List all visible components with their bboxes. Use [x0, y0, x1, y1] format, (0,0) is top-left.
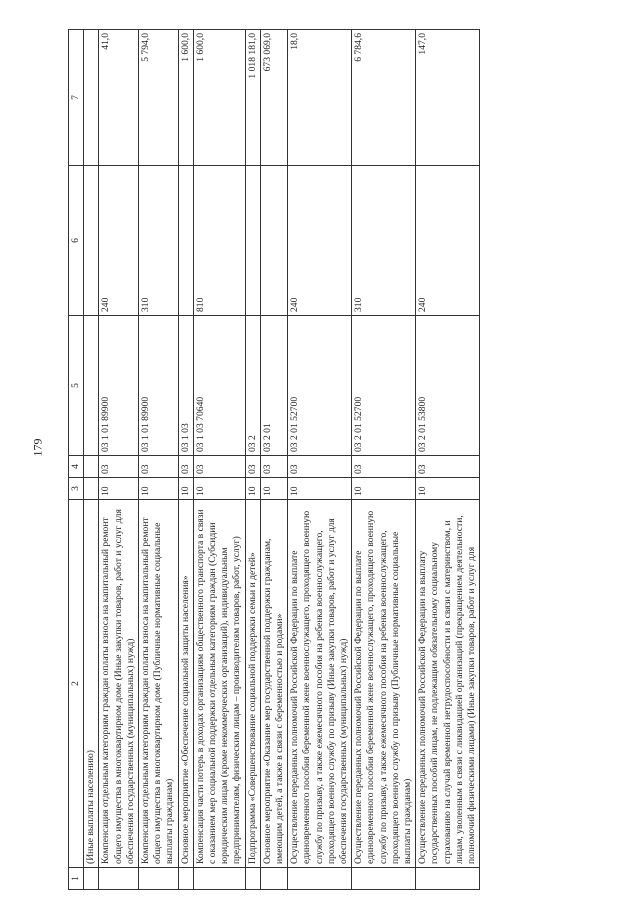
row-expense-type: 310 [352, 166, 416, 316]
row-section: 10 [193, 478, 245, 500]
row-section: 10 [416, 478, 480, 500]
row-amount: 41,0 [99, 30, 139, 166]
table-row [99, 30, 139, 890]
row-target-code: 03 2 01 53800 [416, 316, 480, 456]
table-row [139, 30, 179, 890]
table-row [84, 30, 99, 890]
header-row [69, 30, 84, 890]
row-description: Компенсация отдельным категориям граждан оплаты взноса на капитальный ремонт общего имущества в многоквартирном доме (Иные закупки товаров, работ и услуг для обеспечения государственных (муниципальных) нужд) [99, 500, 139, 868]
row-subsection: 03 [193, 456, 245, 478]
row-section: 10 [178, 478, 193, 500]
header-col-6: 6 [69, 166, 84, 316]
row-description: Компенсация отдельным категориям граждан оплаты взноса на капитальный ремонт общего имущества в многоквартирном доме (Публичные нормативные социальные выплаты гражданам) [139, 500, 179, 868]
table-row [352, 30, 416, 890]
row-section [84, 478, 99, 500]
row-amount: 6 784,6 [352, 30, 416, 166]
header-col-3: 3 [69, 478, 84, 500]
header-col-2: 2 [69, 500, 84, 868]
row-description: Основное мероприятие «Оказание мер государственной поддержки гражданам, имеющим детей, а также в связи с беременностью и родами» [260, 500, 287, 868]
row-description: Осуществление переданных полномочий Российской Федерации на выплату государственных пособий лицам, не подлежащим обязательному социальному страхованию на случай временной нетрудоспособности и в связи с материнством, и лицам, уволенным в связи с ликвидацией организаций (прекращением деятельности, полномочий физическими лицами) (Иные закупки товаров, работ и услуг для [416, 500, 480, 868]
row-amount: 1 600,0 [193, 30, 245, 166]
row-target-code: 03 2 01 52700 [288, 316, 352, 456]
budget-table-rotated [68, 30, 638, 890]
row-expense-type [178, 166, 193, 316]
row-target-code: 03 1 01 89900 [139, 316, 179, 456]
table-row [245, 30, 260, 890]
row-description: Основное мероприятие «Обеспечение социальной защиты населения» [178, 500, 193, 868]
row-amount: 1 600,0 [178, 30, 193, 166]
table-row [193, 30, 245, 890]
header-col-1: 1 [69, 868, 84, 890]
row-subsection: 03 [352, 456, 416, 478]
row-expense-type: 240 [99, 166, 139, 316]
row-subsection: 03 [245, 456, 260, 478]
row-expense-type [245, 166, 260, 316]
row-section: 10 [99, 478, 139, 500]
row-subsection: 03 [178, 456, 193, 478]
row-section: 10 [139, 478, 179, 500]
table-row [416, 30, 480, 890]
row-target-code: 03 2 01 52700 [352, 316, 416, 456]
row-subsection [84, 456, 99, 478]
table-row [178, 30, 193, 890]
row-target-code: 03 1 01 89900 [99, 316, 139, 456]
row-target-code: 03 1 03 70640 [193, 316, 245, 456]
row-target-code: 03 2 01 [260, 316, 287, 456]
row-section: 10 [352, 478, 416, 500]
row-expense-type: 240 [288, 166, 352, 316]
row-expense-type [84, 166, 99, 316]
header-col-5: 5 [69, 316, 84, 456]
row-section: 10 [260, 478, 287, 500]
header-col-4: 4 [69, 456, 84, 478]
budget-table [68, 29, 480, 890]
row-target-code: 03 2 [245, 316, 260, 456]
row-section: 10 [288, 478, 352, 500]
row-amount: 18,0 [288, 30, 352, 166]
page-number: 179 [30, 438, 45, 457]
row-amount: 5 794,0 [139, 30, 179, 166]
row-description: Осуществление переданных полномочий Российской Федерации по выплате единовременного пособия беременной жене военнослужащего, проходящего военную службу по призыву, а также ежемесячного пособия на ребенка военнослужащего, проходящего военную службу по призыву (Публичные нормативные социальные выплаты гражданам) [352, 500, 416, 868]
row-target-code [84, 316, 99, 456]
header-col-7: 7 [69, 30, 84, 166]
table-row [260, 30, 287, 890]
row-subsection: 03 [99, 456, 139, 478]
row-description: Осуществление переданных полномочий Российской Федерации по выплате единовременного пособия беременной жене военнослужащего, проходящего военную службу по призыву, а также ежемесячного пособия на ребенка военнослужащего, проходящего военную службу по призыву (Иные закупки товаров, работ и услуг для обеспечения государственных (муниципальных) нужд) [288, 500, 352, 868]
row-description: Подпрограмма «Совершенствование социальной поддержки семьи и детей» [245, 500, 260, 868]
row-amount: 147,0 [416, 30, 480, 166]
row-expense-type: 240 [416, 166, 480, 316]
row-amount: 1 018 181,0 [245, 30, 260, 166]
table-row [288, 30, 352, 890]
row-expense-type: 310 [139, 166, 179, 316]
row-section: 10 [245, 478, 260, 500]
row-description: Компенсация части потерь в доходах организациям общественного транспорта в связи с оказанием мер социальной поддержки отдельным категориям граждан (Субсидии юридическим лицам (кроме некоммерческих организаций), индивидуальным предпринимателям, физическим лицам – производителям товаров, работ, услуг) [193, 500, 245, 868]
row-subsection: 03 [139, 456, 179, 478]
row-expense-type [260, 166, 287, 316]
row-subsection: 03 [288, 456, 352, 478]
row-amount [84, 30, 99, 166]
row-description: (Иные выплаты населению) [84, 500, 99, 868]
row-subsection: 03 [416, 456, 480, 478]
row-target-code: 03 1 03 [178, 316, 193, 456]
row-subsection: 03 [260, 456, 287, 478]
row-amount: 673 069,0 [260, 30, 287, 166]
row-expense-type: 810 [193, 166, 245, 316]
